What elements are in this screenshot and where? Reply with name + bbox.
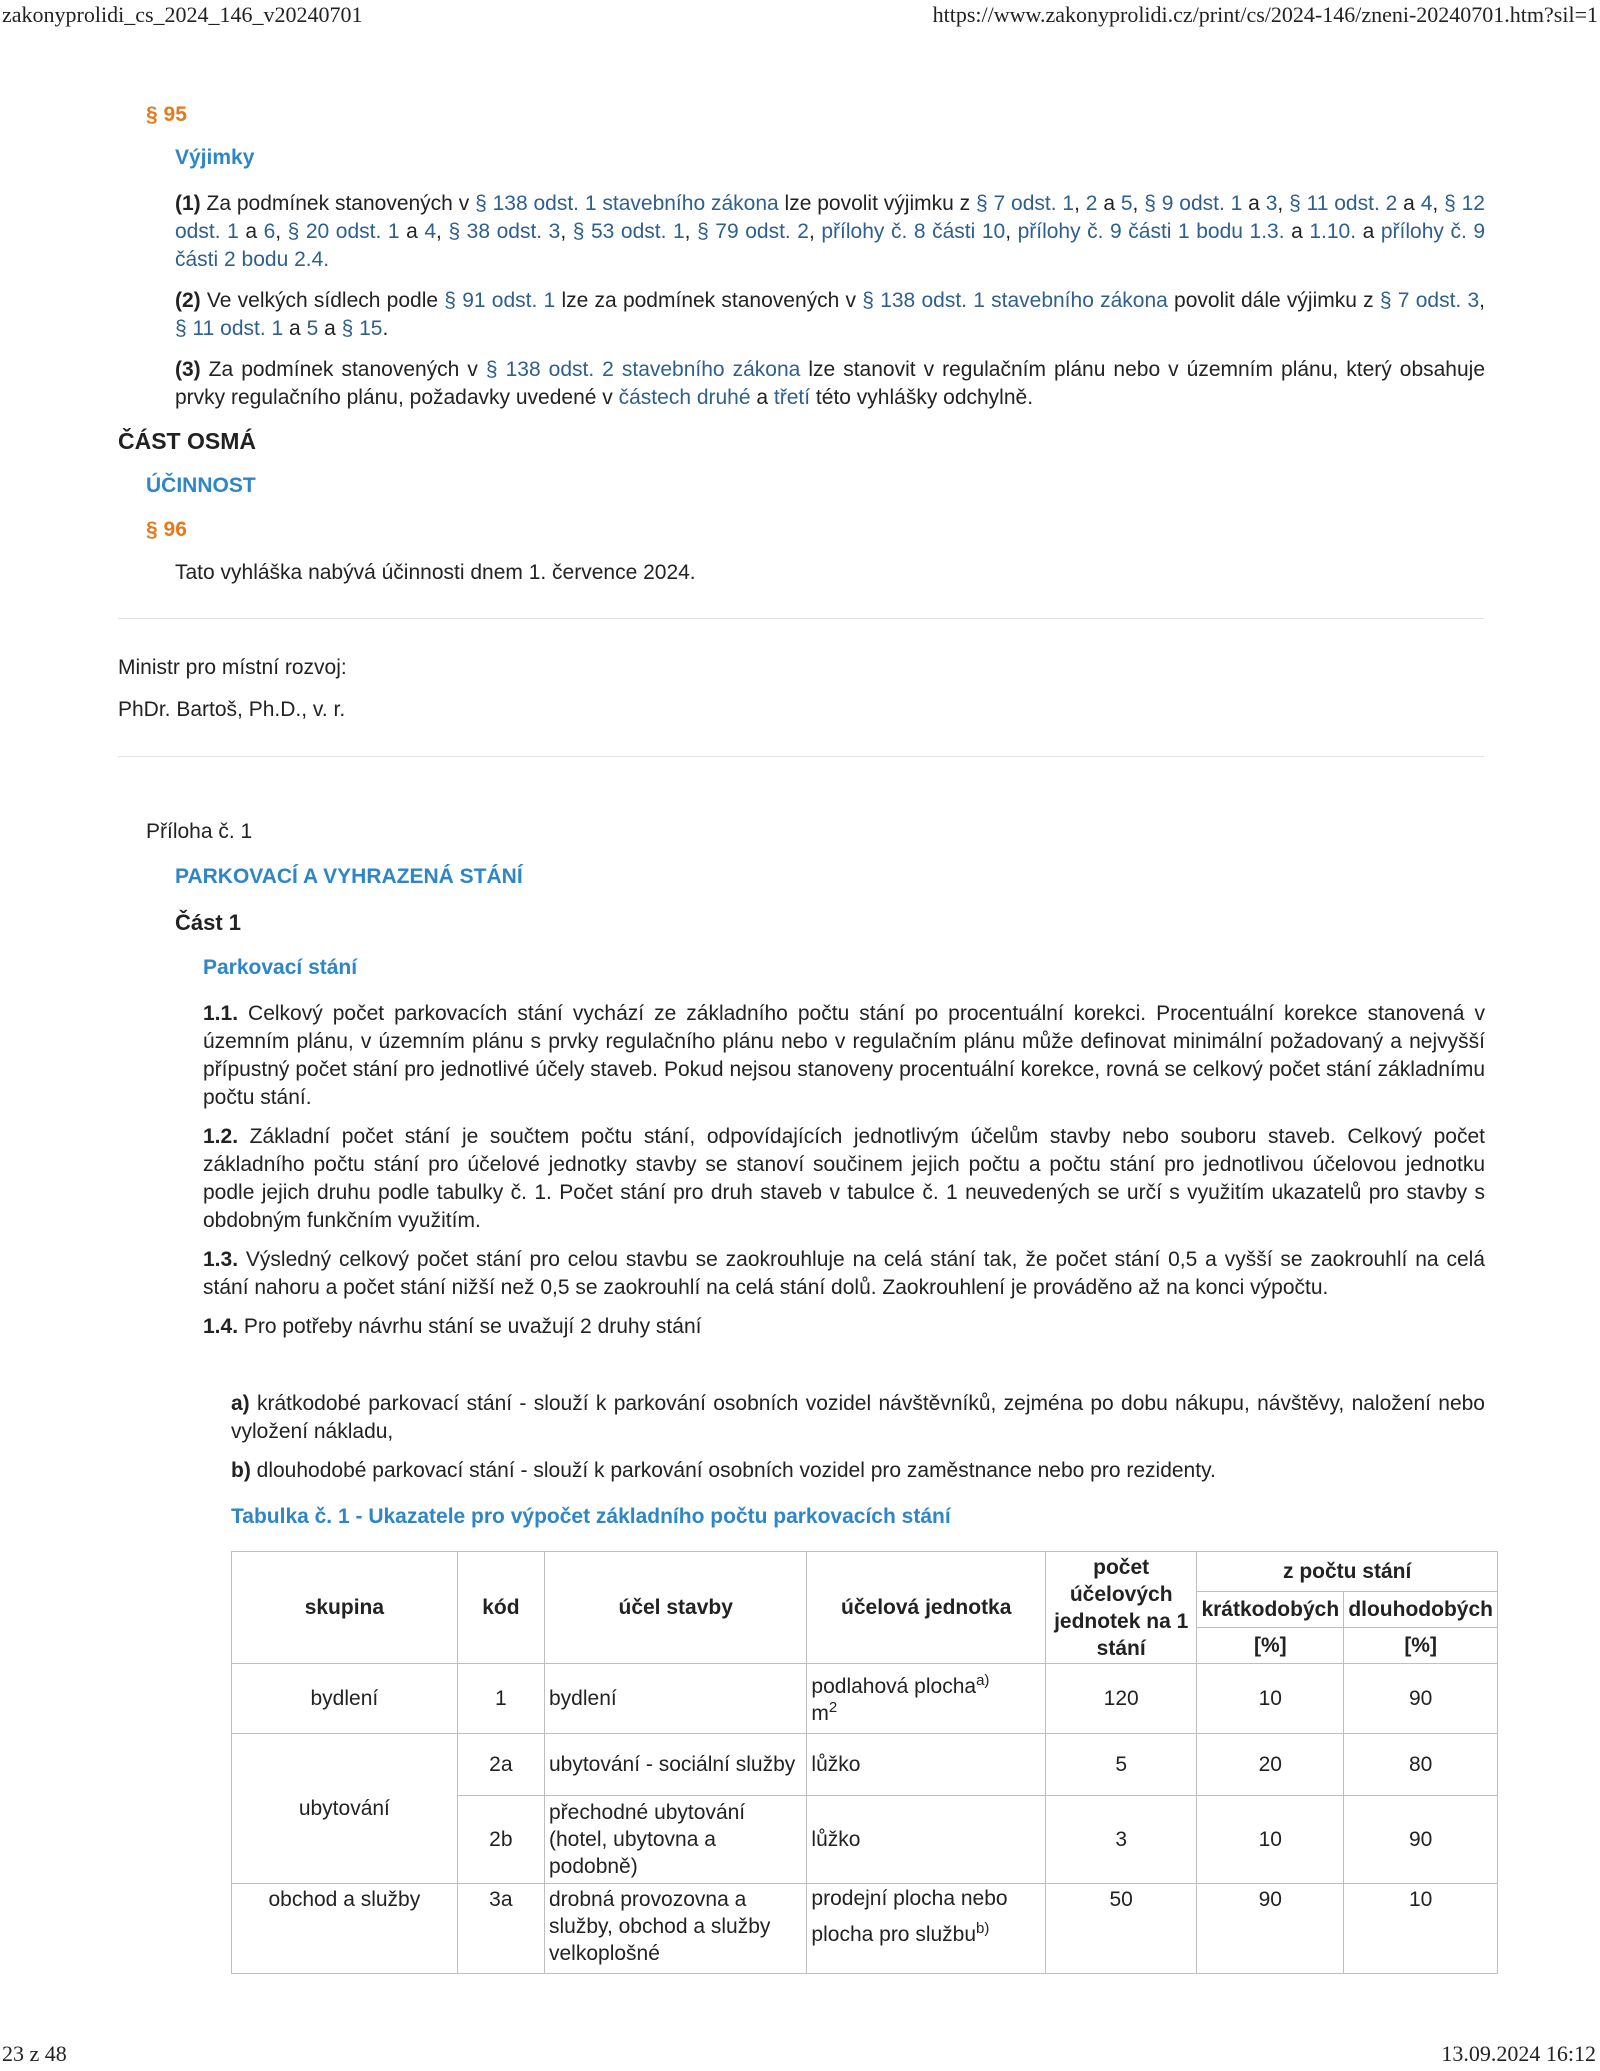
divider xyxy=(118,756,1484,757)
effect-text: Tato vyhláška nabývá účinnosti dnem 1. července 2024. xyxy=(175,561,696,584)
table-row: ubytování 2a ubytování - sociální služby lůžko 5 20 80 xyxy=(232,1734,1498,1796)
table-row: obchod a služby 3a drobná provozovna a služby, obchod a služby velkoplošné prodejní plocha nebo plocha pro službu$^{b)}$ 50 90 10 xyxy=(232,1884,1498,1974)
print-header-url: https://www.zakonyprolidi.cz/print/cs/2024-146/zneni-20240701.htm?sil=1 xyxy=(932,2,1598,27)
section-96-number: § 96 xyxy=(146,518,187,541)
section-number: § 95 xyxy=(146,103,187,126)
table-row: 2b přechodné ubytování (hotel, ubytovna a podobně) lůžko 3 10 90 xyxy=(232,1796,1498,1884)
point-1-1: 1.1. Celkový počet parkovacích stání vychází ze základního počtu stání po procentuální korekci. Procentuální korekce stanovená v územním plánu, v územním plánu s prvky regulačního plánu nebo v regulačním plánu může definovat minimální požadovaný a nejvyšší přípustný počet stání pro jednotlivé účely staveb. Pokud nejsou stanoveny procentuální korekce, rovná se celkový počet stání základnímu počtu stání. xyxy=(203,1002,1485,1109)
print-timestamp: 13.09.2024 16:12 xyxy=(1441,2041,1596,2066)
page-counter: 23 z 48 xyxy=(2,2041,67,2066)
table-row: bydlení 1 bydlení podlahová plocha$^{a)}$ $m^2$ 120 10 90 xyxy=(232,1664,1498,1734)
col-short: krátkodobých xyxy=(1197,1592,1344,1628)
paragraph-3: (3) Za podmínek stanovených v § 138 odst. 2 stavebního zákona lze stanovit v regulačním plánu nebo v územním plánu, který obsahuje prvky regulačního plánu, požadavky uvedené v částech druhé a třetí této vyhlášky odchylně. xyxy=(175,358,1486,409)
table-title: Tabulka č. 1 - Ukazatele pro výpočet základního počtu parkovacích stání xyxy=(231,1505,951,1528)
point-1-3: 1.3. Výsledný celkový počet stání pro celou stavbu se zaokrouhluje na celá stání tak, že počet stání 0,5 a vyšší se zaokrouhlí na celá stání nahoru a počet stání nižší než 0,5 se zaokrouhlí na celá stání dolů. Zaokrouhlení je prováděno až na konci výpočtu. xyxy=(203,1248,1485,1299)
paragraph-1: (1) Za podmínek stanovených v § 138 odst. 1 stavebního zákona lze povolit výjimku z § 7 odst. 1, 2 a 5, § 9 odst. 1 a 3, § 11 odst. 2 a 4, § 12 odst. 1 a 6, § 20 odst. 1 a 4, § 38 odst. 3, § 53 odst. 1, § 79 odst. 2, přílohy č. 8 části 10, přílohy č. 9 části 1 bodu 1.3. a 1.10. a přílohy č. 9 části 2 bodu 2.4. xyxy=(175,192,1486,271)
annex-part: Část 1 xyxy=(175,910,242,935)
col-count: počet účelových jednotek na 1 stání xyxy=(1046,1552,1197,1664)
annex-title: PARKOVACÍ A VYHRAZENÁ STÁNÍ xyxy=(175,865,523,888)
point-b: b) dlouhodobé parkovací stání - slouží k parkování osobních vozidel pro zaměstnance nebo pro rezidenty. xyxy=(231,1459,1216,1482)
paragraph-2: (2) Ve velkých sídlech podle § 91 odst. 1 lze za podmínek stanovených v § 138 odst. 1 stavebního zákona povolit dále výjimku z § 7 odst. 3, § 11 odst. 1 a 5 a § 15. xyxy=(175,289,1485,340)
point-1-4: 1.4. Pro potřeby návrhu stání se uvažují 2 druhy stání xyxy=(203,1315,702,1338)
print-header-left: zakonyprolidi_cs_2024_146_v20240701 xyxy=(2,2,363,27)
parking-table xyxy=(231,1551,1498,1974)
col-pct: [%] xyxy=(1197,1628,1344,1664)
col-pct: [%] xyxy=(1344,1628,1498,1664)
col-long: dlouhodobých xyxy=(1344,1592,1498,1628)
part-subtitle: ÚČINNOST xyxy=(146,474,256,497)
signature-name: PhDr. Bartoš, Ph.D., v. r. xyxy=(118,698,346,721)
annex-label: Příloha č. 1 xyxy=(146,820,253,843)
section-title: Výjimky xyxy=(175,146,255,169)
point-1-2: 1.2. Základní počet stání je součtem počtu stání, odpovídajících jednotlivým účelům stavby nebo souboru staveb. Celkový počet základního počtu stání pro účelové jednotky stavby se stanoví součinem jejich počtu a počtu stání pro jednotlivou účelovou jednotku podle jejich druhu podle tabulky č. 1. Počet stání pro druh staveb v tabulce č. 1 neuvedených se určí s využitím ukazatelů pro stavby s obdobným funkčním využitím. xyxy=(203,1125,1485,1232)
divider xyxy=(118,618,1484,619)
annex-subtitle: Parkovací stání xyxy=(203,956,358,979)
col-code: kód xyxy=(457,1552,544,1664)
signature-role: Ministr pro místní rozvoj: xyxy=(118,656,347,679)
col-purpose: účel stavby xyxy=(544,1552,806,1664)
col-from: z počtu stání xyxy=(1197,1552,1498,1592)
col-group: skupina xyxy=(232,1552,458,1664)
col-unit: účelová jednotka xyxy=(807,1552,1046,1664)
part-title: ČÁST OSMÁ xyxy=(118,428,256,454)
point-a: a) krátkodobé parkovací stání - slouží k parkování osobních vozidel návštěvníků, zejména po dobu nákupu, návštěvy, naložení nebo vyložení nákladu, xyxy=(231,1392,1485,1443)
